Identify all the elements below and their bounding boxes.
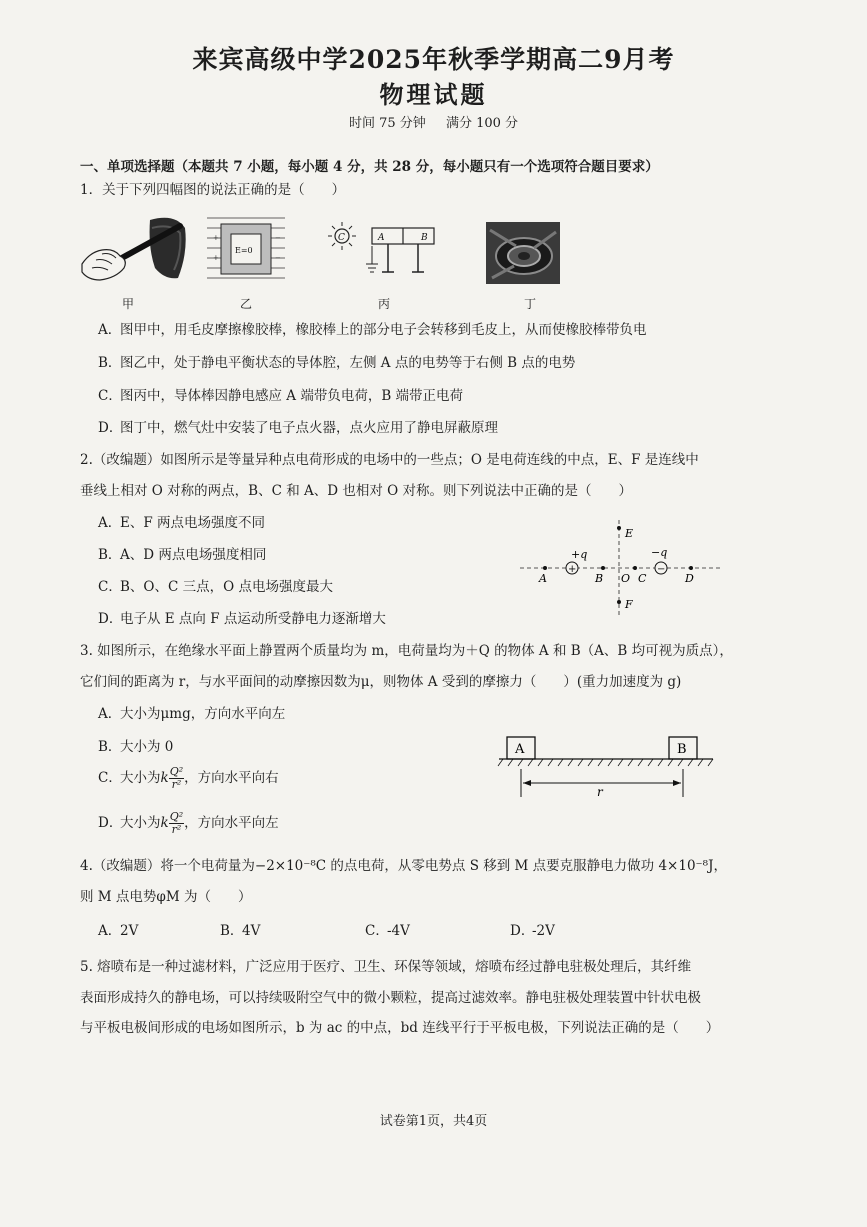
exam-score: 满分 100 分	[445, 116, 519, 131]
q1-figure-jia	[80, 208, 190, 286]
q1-bing-b-label: B	[421, 233, 428, 243]
q2-point-c: C	[638, 572, 647, 585]
q4-option-a: A．2V	[98, 923, 139, 939]
subject-title: 物理试题	[379, 80, 488, 109]
svg-text:+: +	[213, 234, 219, 242]
svg-text:−: −	[275, 234, 281, 242]
q1-option-c: C．图丙中，导体棒因静电感应 A 端带负电荷，B 端带正电荷	[98, 388, 464, 404]
q1-option-b: B．图乙中，处于静电平衡状态的导体腔，左侧 A 点的电势等于右侧 B 点的电势	[98, 355, 576, 371]
q2-point-f: F	[625, 598, 633, 611]
q3-stem-line1: 3. 如图所示，在绝缘水平面上静置两个质量均为 m，电荷量均为＋Q 的物体 A 和 B（A、B 均可视为质点），	[80, 643, 733, 659]
q2-figure	[515, 518, 725, 623]
q1-bing-a-label: A	[378, 233, 385, 243]
exam-time: 时间 75 分钟	[348, 116, 426, 131]
q2-stem-line2: 垂线上相对 O 对称的两点，B、C 和 A、D 也相对 O 对称。则下列说法中正确的是（ ）	[80, 483, 632, 499]
q1-bing-charge-label: C	[338, 233, 345, 243]
q2-point-b: B	[595, 572, 604, 585]
svg-text:+: +	[213, 254, 219, 262]
q3-option-b: B．大小为 0	[98, 739, 174, 755]
q2-pos-charge: +q	[571, 548, 588, 561]
q1-yi-field-label: E=0	[235, 246, 253, 255]
q3-option-d: D．大小为k $\frac{\text{Q²}}{\text{r²}}$ ，方向水平向左	[98, 810, 279, 836]
q2-point-o: O	[621, 572, 631, 585]
q3-block-a: A	[515, 742, 525, 757]
q5-line2: 表面形成持久的静电场，可以持续吸附空气中的微小颗粒，提高过滤效率。静电驻极处理装置中针状电极	[80, 990, 701, 1006]
q4-option-d: D．-2V	[510, 923, 555, 939]
exam-title: 来宾高级中学2025年秋季学期高二9月考	[192, 45, 675, 74]
svg-text:−: −	[657, 564, 666, 575]
q2-point-a: A	[539, 572, 547, 585]
q3-option-a: A．大小为μmg，方向水平向左	[98, 706, 286, 722]
q4-stem-line1: 4.（改编题）将一个电荷量为−2×10⁻⁸C 的点电荷，从零电势点 S 移到 M 点要克服静电力做功 4×10⁻⁸J，	[80, 858, 727, 874]
q2-neg-charge: −q	[651, 546, 668, 559]
q2-point-d: D	[685, 572, 694, 585]
q1-option-d: D．图丁中，燃气灶中安装了电子点火器，点火应用了静电屏蔽原理	[98, 420, 498, 436]
q4-stem-line2: 则 M 点电势φM 为（ ）	[80, 889, 252, 905]
q4-option-b: B．4V	[220, 923, 261, 939]
q1-caption-jia: 甲	[122, 297, 135, 311]
q3-block-b: B	[677, 742, 687, 757]
q2-stem-line1: 2.（改编题）如图所示是等量异种点电荷形成的电场中的一些点；O 是电荷连线的中点，E、F 是连线中	[80, 452, 699, 468]
svg-text:−: −	[275, 254, 281, 262]
q2-option-b: B．A、D 两点电场强度相同	[98, 547, 267, 563]
q1-caption-bing: 丙	[378, 297, 391, 311]
q4-option-c: C．-4V	[365, 923, 410, 939]
q1-caption-ding: 丁	[524, 297, 537, 311]
q1-option-a: A．图甲中，用毛皮摩擦橡胶棒，橡胶棒上的部分电子会转移到毛皮上，从而使橡胶棒带负电	[98, 322, 647, 338]
q1-caption-yi: 乙	[240, 297, 253, 311]
section-heading: 一、单项选择题（本题共 7 小题，每小题 4 分，共 28 分，每小题只有一个选项符合题目要求）	[80, 159, 659, 175]
q2-point-e: E	[625, 527, 634, 540]
q1-stem: 1．关于下列四幅图的说法正确的是（ ）	[80, 182, 346, 198]
q3-figure	[495, 733, 717, 801]
q2-option-d: D．电子从 E 点向 F 点运动所受静电力逐渐增大	[98, 611, 386, 627]
q5-line3: 与平板电极间形成的电场如图所示，b 为 ac 的中点，bd 连线平行于平板电极，下列说法正确的是（ ）	[80, 1020, 720, 1036]
svg-text:+: +	[568, 564, 577, 575]
q2-option-c: C．B、O、C 三点，O 点电场强度最大	[98, 579, 333, 595]
q1-figure-yi	[205, 210, 287, 286]
q1-figure-bing	[326, 212, 438, 280]
q5-line1: 5. 熔喷布是一种过滤材料，广泛应用于医疗、卫生、环保等领域，熔喷布经过静电驻极处理后，其纤维	[80, 959, 692, 975]
q2-option-a: A．E、F 两点电场强度不同	[98, 515, 266, 531]
page-footer: 试卷第1页，共4页	[379, 1114, 488, 1129]
q3-distance-r: r	[597, 785, 603, 799]
q3-option-c: C．大小为k $\frac{\text{Q²}}{\text{r²}}$ ，方向水平向右	[98, 765, 279, 791]
exam-meta	[0, 112, 867, 131]
q1-figure-ding	[486, 222, 560, 284]
q3-stem-line2: 它们间的距离为 r，与水平面间的动摩擦因数为μ，则物体 A 受到的摩擦力（ ）(重力加速度为 g)	[80, 674, 682, 690]
